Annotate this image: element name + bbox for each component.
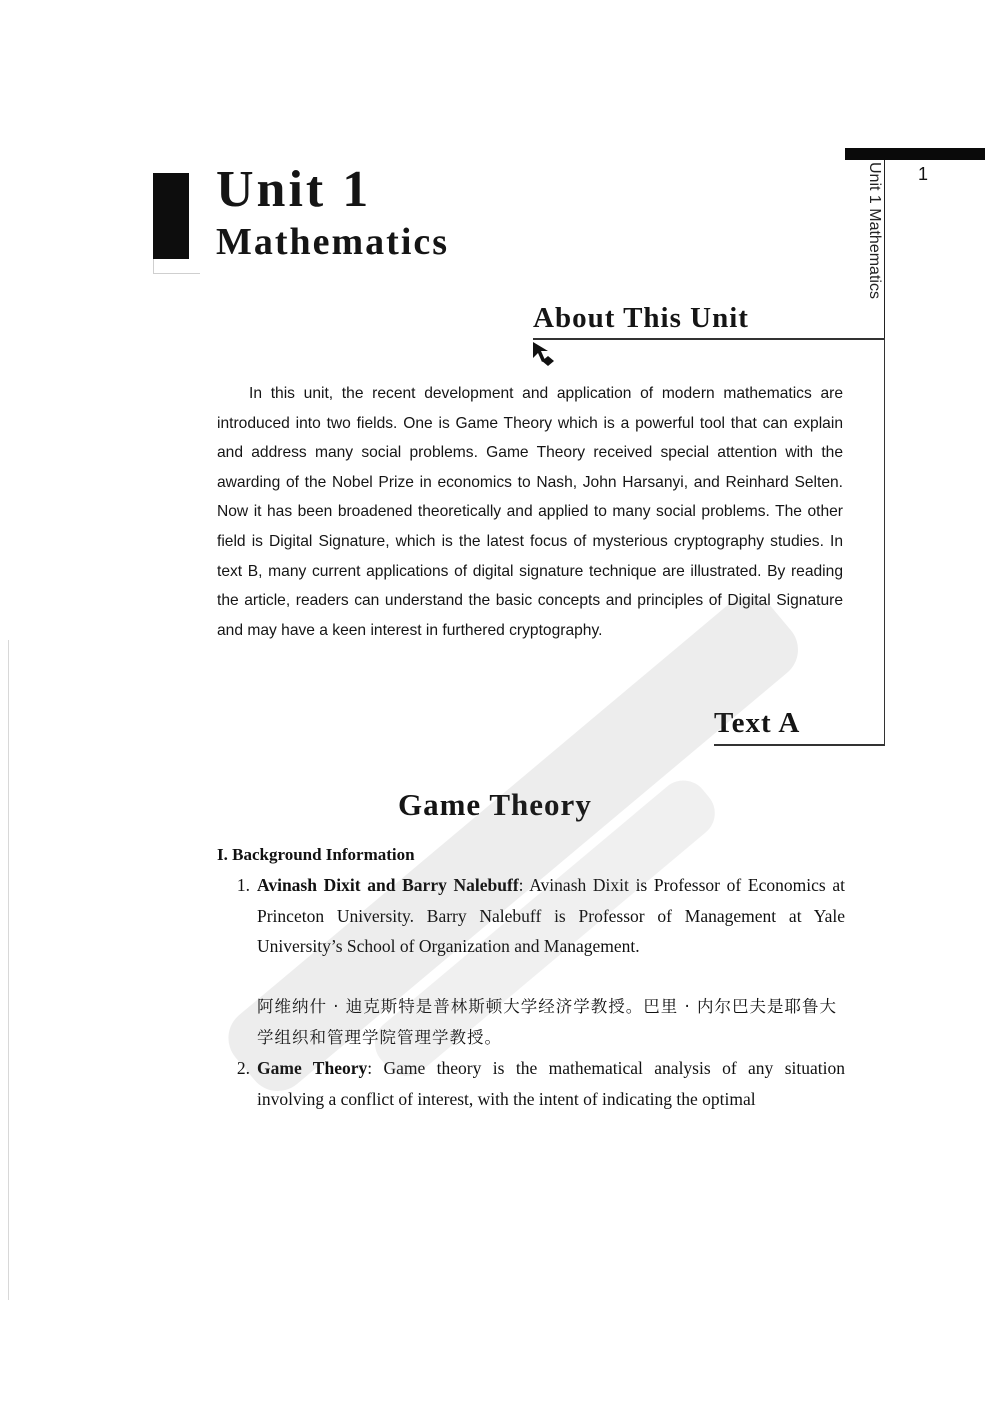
text-a-heading: Text A	[714, 707, 801, 739]
section-box-right-rule	[884, 338, 885, 746]
section-heading: I. Background Information	[217, 845, 415, 864]
list-item	[257, 870, 845, 962]
list-item-number: 2.	[236, 1058, 250, 1078]
scan-edge-line	[8, 640, 9, 1300]
list-item-text: : Avinash Dixit is Professor of Economics at Princeton University. Barry Nalebuff is Professor of Management at Yale University’s School of Organization and Management.	[257, 875, 845, 956]
list-item	[257, 1053, 845, 1114]
running-head	[862, 162, 888, 332]
about-rule	[533, 338, 885, 340]
list-item-number: 1.	[236, 875, 250, 895]
unit-subtitle: Mathematics	[216, 221, 450, 263]
about-heading: About This Unit	[533, 302, 749, 334]
unit-marker-shadow	[153, 259, 200, 274]
list-item-term: Game Theory	[257, 1058, 368, 1078]
list-item-translation: 阿维纳什 · 迪克斯特是普林斯顿大学经济学教授。巴里 · 内尔巴夫是耶鲁大学组织和管理学院管理学教授。	[257, 997, 837, 1047]
list-item-text: : Game theory is the mathematical analysis of any situation involving a conflict of interest, with the intent of indicating the optimal	[257, 1058, 845, 1109]
side-tab-bar	[845, 148, 985, 160]
page-number: 1	[918, 164, 929, 184]
article-title: Game Theory	[398, 787, 592, 822]
cursor-arrow-icon	[530, 340, 560, 368]
section-box-bottom-rule	[714, 744, 885, 746]
list-item-term: Avinash Dixit and Barry Nalebuff	[257, 875, 519, 895]
about-paragraph: In this unit, the recent development and application of modern mathematics are introduced into two fields. One is Game Theory which is a powerful tool that can explain and address many social problems. Game Theory received special attention with the awarding of the Nobel Prize in economics to Nash, John Harsanyi, and Reinhard Selten. Now it has been broadened theoretically and applied to many social problems. The other field is Digital Signature, which is the latest focus of mysterious cryptography studies. In text B, many current applications of digital signature technique are illustrated. By reading the article, readers can understand the basic concepts and principles of Digital Signature and may have a keen interest in furthered cryptography.	[217, 385, 843, 639]
running-head-text: Unit 1 Mathematics	[866, 162, 883, 299]
unit-marker-bar	[153, 173, 189, 259]
unit-title: Unit 1	[216, 161, 372, 218]
about-body	[217, 379, 843, 645]
